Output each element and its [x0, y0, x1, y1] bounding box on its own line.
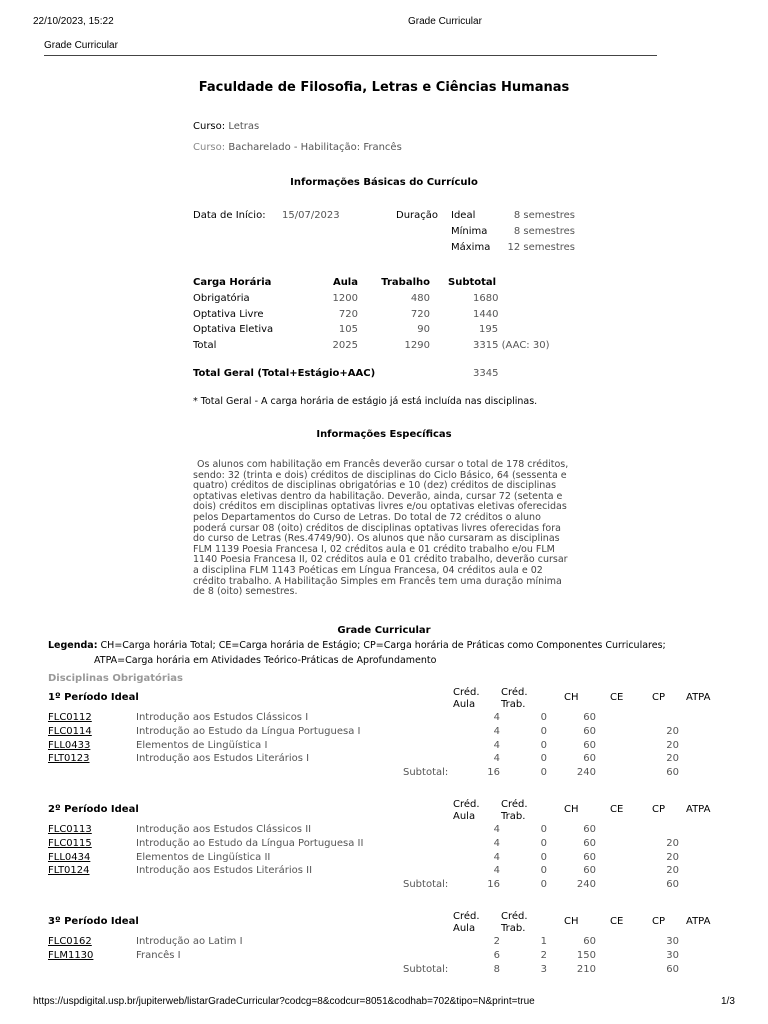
- period-title: 3º Período Ideal: [48, 916, 139, 927]
- subtotal-label: Subtotal:: [403, 767, 449, 779]
- total-geral-label: Total Geral (Total+Estágio+AAC): [193, 368, 376, 379]
- curso-row: [193, 121, 259, 132]
- curso-hab-value: Bacharelado - Habilitação: Francês: [228, 142, 402, 153]
- subtotal-label: Subtotal:: [403, 879, 449, 891]
- course-cred-trab: 0: [540, 865, 547, 877]
- course-cred-trab: 2: [540, 949, 547, 961]
- section-label: Disciplinas Obrigatórias: [48, 673, 183, 684]
- course-cp: 30: [666, 949, 679, 961]
- workload-row-trabalho: 90: [417, 324, 430, 335]
- curso-value: Letras: [228, 121, 260, 132]
- subtotal-cred-aula: 16: [487, 879, 500, 891]
- workload-row-label: Optativa Eletiva: [193, 324, 274, 335]
- course-code-link[interactable]: FLC0113: [48, 824, 92, 835]
- duration-max-label: Máxima: [451, 242, 491, 253]
- col-header-cp: CP: [652, 692, 666, 703]
- col-header-ch: CH: [564, 804, 579, 815]
- course-ch: 150: [576, 949, 596, 961]
- course-cp: 20: [666, 725, 679, 737]
- course-cred-aula: 4: [493, 837, 500, 849]
- page-header: Grade Curricular: [44, 40, 118, 51]
- course-name: Introdução ao Estudo da Língua Portuguesa I: [136, 725, 361, 737]
- subtotal-cred-aula: 8: [493, 963, 500, 975]
- course-name: Francês I: [136, 949, 181, 961]
- workload-row-label: Optativa Livre: [193, 309, 264, 320]
- col-header-ch: CH: [564, 916, 579, 927]
- legend-line1: [48, 640, 666, 651]
- col-header-cred-aula: Créd. Aula: [453, 687, 480, 710]
- col-header-atpa: ATPA: [686, 916, 711, 927]
- course-name: Introdução ao Estudo da Língua Portuguesa II: [136, 837, 364, 849]
- workload-row-subtotal: 195: [479, 324, 499, 335]
- course-cp: 20: [666, 753, 679, 765]
- workload-header-subtotal: Subtotal: [448, 277, 497, 288]
- course-cred-trab: 0: [540, 712, 547, 723]
- course-cred-aula: 4: [493, 712, 500, 723]
- course-cred-trab: 1: [540, 936, 547, 947]
- subtotal-ch: 240: [576, 767, 596, 779]
- workload-row-label: Total: [193, 340, 217, 351]
- legend-text1: CH=Carga horária Total; CE=Carga horária de Estágio; CP=Carga horária de Práticas como Componentes Curriculares;: [100, 640, 666, 651]
- course-cred-aula: 4: [493, 753, 500, 765]
- course-code-link[interactable]: FLL0434: [48, 851, 91, 863]
- workload-row-subtotal: 3315 (AAC: 30): [473, 340, 550, 351]
- col-header-atpa: ATPA: [686, 692, 711, 703]
- workload-row-label: Obrigatória: [193, 293, 250, 304]
- col-header-cred-trab: Créd. Trab.: [501, 911, 528, 934]
- workload-row-trabalho: 1290: [404, 340, 430, 351]
- specific-info-title: Informações Específicas: [316, 429, 452, 440]
- col-header-cred-trab: Créd. Trab.: [501, 799, 528, 822]
- period-title: 1º Período Ideal: [48, 692, 139, 703]
- legend-label: Legenda:: [48, 640, 98, 651]
- footer-page-number: 1/3: [721, 996, 735, 1007]
- course-name: Introdução aos Estudos Literários II: [136, 865, 313, 877]
- basic-info-title: Informações Básicas do Currículo: [290, 177, 478, 188]
- course-name: Elementos de Lingüística II: [136, 851, 271, 863]
- subtotal-cp: 60: [666, 963, 679, 975]
- start-value: 15/07/2023: [282, 210, 340, 221]
- duration-min-value: 8 semestres: [513, 226, 575, 237]
- course-cp: 20: [666, 865, 679, 877]
- course-cred-aula: 4: [493, 865, 500, 877]
- start-label: Data de Início:: [193, 210, 266, 221]
- course-cred-trab: 0: [540, 753, 547, 765]
- course-cp: 20: [666, 851, 679, 863]
- print-datetime: 22/10/2023, 15:22: [33, 16, 114, 27]
- course-ch: 60: [583, 712, 596, 723]
- header-divider: [44, 55, 657, 56]
- course-cp: 30: [666, 936, 679, 947]
- course-cred-aula: 6: [493, 949, 500, 961]
- course-name: Introdução aos Estudos Clássicos I: [136, 712, 309, 723]
- grade-title: Grade Curricular: [337, 625, 431, 636]
- period-title: 2º Período Ideal: [48, 804, 139, 815]
- workload-row-subtotal: 1680: [473, 293, 499, 304]
- footer-url: https://uspdigital.usp.br/jupiterweb/listarGradeCurricular?codcg=8&codcur=8051&codhab=702&tipo=N&print=true: [33, 996, 535, 1007]
- workload-row-aula: 720: [338, 309, 358, 320]
- curso-label: Curso:: [193, 121, 226, 132]
- course-code-link[interactable]: FLL0433: [48, 739, 91, 751]
- col-header-ce: CE: [610, 804, 624, 815]
- course-name: Introdução aos Estudos Literários I: [136, 753, 310, 765]
- col-header-cp: CP: [652, 804, 666, 815]
- workload-row-subtotal: 1440: [473, 309, 499, 320]
- col-header-cp: CP: [652, 916, 666, 927]
- col-header-ch: CH: [564, 692, 579, 703]
- course-ch: 60: [583, 851, 596, 863]
- subtotal-cred-aula: 16: [487, 767, 500, 779]
- course-cred-trab: 0: [540, 837, 547, 849]
- curso-hab-row: [193, 142, 402, 153]
- course-cp: 20: [666, 837, 679, 849]
- duration-ideal-value: 8 semestres: [513, 210, 575, 221]
- workload-header-label: Carga Horária: [193, 277, 272, 288]
- course-name: Elementos de Lingüística I: [136, 739, 268, 751]
- course-cred-aula: 4: [493, 851, 500, 863]
- subtotal-cp: 60: [666, 879, 679, 891]
- course-ch: 60: [583, 824, 596, 835]
- course-ch: 60: [583, 739, 596, 751]
- specific-info-text: Os alunos com habilitação em Francês deverão cursar o total de 178 créditos, sendo: 32 (trinta e dois) créditos de disciplinas do Ciclo Básico, 64 (sessenta e quatro) créditos de disciplinas obrigatórias e 10 (dez) créditos de disciplinas optativas eletivas dentro da habilitação. Deverão, ainda, cursar 72 (setenta e dois) créditos em disciplinas optativas livres e/ou optativas eletivas oferecidas pelos Departamentos do Curso de Letras. Do total de 72 créditos o aluno poderá cursar 08 (oito) créditos de disciplinas optativas livres oferecidas fora do curso de Letras (Res.4749/90). Os alunos que não cursaram as disciplinas FLM 1139 Poesia Francesa I, 02 créditos aula e 01 crédito trabalho e/ou FLM 1140 Poesia Francesa II, 02 créditos aula e 01 crédito trabalho, deverão cursar a disciplina FLM 1143 Poéticas em Língua Francesa, 04 créditos aula e 02 crédito trabalho. A Habilitação Simples em Francês tem uma duração mínima de 8 (oito) semestres.: [193, 459, 569, 598]
- workload-header-aula: Aula: [332, 277, 358, 288]
- workload-row-trabalho: 720: [410, 309, 430, 320]
- workload-row-trabalho: 480: [410, 293, 430, 304]
- course-code-link[interactable]: FLC0114: [48, 725, 92, 737]
- course-cred-aula: 4: [493, 824, 500, 835]
- legend-line2: ATPA=Carga horária em Atividades Teórico-Práticas de Aprofundamento: [94, 655, 437, 666]
- course-cred-trab: 0: [540, 725, 547, 737]
- course-cred-aula: 4: [493, 725, 500, 737]
- course-ch: 60: [583, 753, 596, 765]
- course-code-link[interactable]: FLT0123: [48, 753, 90, 765]
- course-ch: 60: [583, 936, 596, 947]
- course-code-link[interactable]: FLC0112: [48, 712, 92, 723]
- course-cred-trab: 0: [540, 824, 547, 835]
- course-cred-aula: 4: [493, 739, 500, 751]
- workload-row-aula: 2025: [332, 340, 358, 351]
- workload-row-aula: 1200: [332, 293, 358, 304]
- workload-header-trabalho: Trabalho: [381, 277, 430, 288]
- col-header-ce: CE: [610, 916, 624, 927]
- subtotal-ch: 210: [576, 963, 596, 975]
- total-geral-note: * Total Geral - A carga horária de estágio já está incluída nas disciplinas.: [193, 396, 538, 407]
- subtotal-cred-trab: 3: [540, 963, 547, 975]
- course-code-link[interactable]: FLC0115: [48, 837, 92, 849]
- subtotal-cp: 60: [666, 767, 679, 779]
- course-name: Introdução aos Estudos Clássicos II: [136, 824, 312, 835]
- curso-hab-label: Curso:: [193, 142, 226, 153]
- institution-title: Faculdade de Filosofia, Letras e Ciências Humanas: [198, 80, 570, 95]
- total-geral-value: 3345: [473, 368, 499, 379]
- course-ch: 60: [583, 837, 596, 849]
- subtotal-cred-trab: 0: [540, 767, 547, 779]
- subtotal-label: Subtotal:: [403, 963, 449, 975]
- course-ch: 60: [583, 865, 596, 877]
- duration-min-label: Mínima: [451, 226, 488, 237]
- col-header-ce: CE: [610, 692, 624, 703]
- course-ch: 60: [583, 725, 596, 737]
- col-header-cred-aula: Créd. Aula: [453, 911, 480, 934]
- subtotal-cred-trab: 0: [540, 879, 547, 891]
- duration-ideal-label: Ideal: [451, 210, 476, 221]
- course-cred-trab: 0: [540, 851, 547, 863]
- print-tab-title: Grade Curricular: [408, 16, 482, 27]
- course-cred-trab: 0: [540, 739, 547, 751]
- duration-label: Duração: [396, 210, 439, 221]
- col-header-cred-aula: Créd. Aula: [453, 799, 480, 822]
- course-code-link[interactable]: FLT0124: [48, 865, 90, 877]
- course-code-link[interactable]: FLC0162: [48, 936, 92, 947]
- col-header-cred-trab: Créd. Trab.: [501, 687, 528, 710]
- duration-max-value: 12 semestres: [507, 242, 575, 253]
- workload-row-aula: 105: [338, 324, 358, 335]
- course-code-link[interactable]: FLM1130: [48, 949, 94, 961]
- subtotal-ch: 240: [576, 879, 596, 891]
- course-cp: 20: [666, 739, 679, 751]
- course-name: Introdução ao Latim I: [136, 936, 243, 947]
- course-cred-aula: 2: [493, 936, 500, 947]
- col-header-atpa: ATPA: [686, 804, 711, 815]
